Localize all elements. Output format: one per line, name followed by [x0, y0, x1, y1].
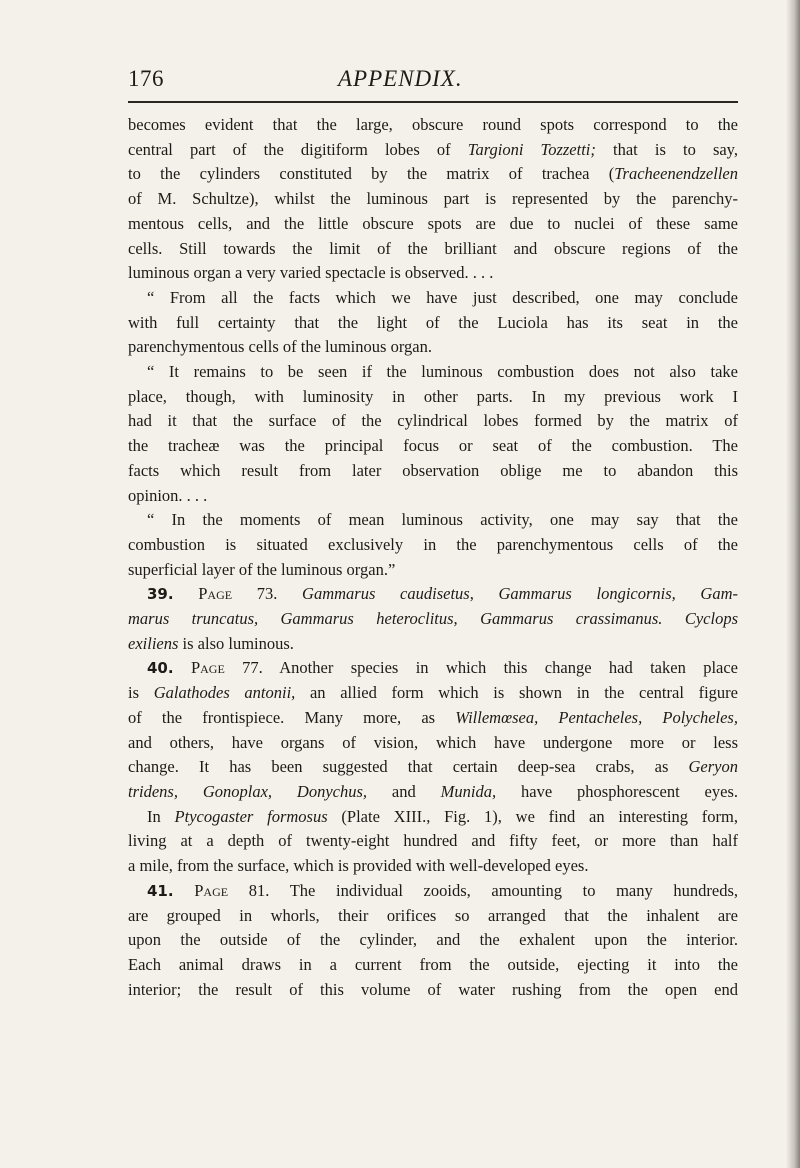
text-line [128, 459, 738, 484]
line-text: that is to say, [595, 139, 738, 159]
text-line [128, 607, 738, 632]
line-text: and [367, 781, 441, 801]
text-line [128, 508, 738, 533]
section-number: 39. [147, 585, 174, 604]
running-head: APPENDIX. [338, 66, 463, 91]
section-number: 41. [147, 881, 174, 900]
text-line [128, 558, 738, 583]
italic-text: Willemœsea, Pentacheles, Polycheles, [455, 707, 738, 727]
text-line [128, 904, 738, 929]
text-line [128, 484, 738, 509]
italic-text: Geryon [688, 757, 738, 777]
line-text: of the frontispiece. Many more, as [128, 707, 456, 727]
line-text: combustion is situated exclusively in the parenchymentous cells of the [128, 534, 738, 554]
line-text: parenchymentous cells of the luminous organ. [128, 337, 432, 357]
line-text: Each animal draws in a current from the outside, ejecting it into the [128, 954, 738, 974]
line-text: place, though, with luminosity in other parts. In my previous work I [128, 386, 738, 406]
text-line [128, 335, 738, 360]
line-text: change. It has been suggested that certain deep-sea crabs, as [128, 757, 689, 777]
line-text: “ It remains to be seen if the luminous combustion does not also take [147, 362, 738, 382]
line-text: is [128, 683, 154, 703]
line-text: superficial layer of the luminous organ.” [128, 559, 396, 579]
line-text: (Plate XIII., Fig. 1), we find an interesting form, [327, 806, 739, 826]
italic-text: Gammarus caudisetus, Gammarus longicornis, Gam- [302, 584, 739, 604]
line-text: had it that the surface of the cylindrical lobes formed by the matrix of [128, 411, 738, 431]
small-caps-text: Page [190, 658, 225, 678]
line-text: with full certainty that the light of the Luciola has its seat in the [128, 312, 738, 332]
line-text: have phosphorescent eyes. [496, 781, 738, 801]
text-line [128, 755, 738, 780]
line-text: 73. [232, 584, 303, 604]
text-line [128, 879, 738, 904]
section-number: 40. [147, 659, 174, 678]
line-text: an allied form which is shown in the central figure [295, 683, 738, 703]
line-text: cells. Still towards the limit of the brilliant and obscure regions of the [128, 238, 738, 258]
line-text: is also luminous. [178, 633, 294, 653]
text-line [128, 681, 738, 706]
italic-text: Targioni Tozzetti; [467, 139, 596, 159]
line-text [174, 584, 199, 603]
text-line [128, 286, 738, 311]
line-text: “ From all the facts which we have just described, one may conclude [147, 287, 738, 307]
page-edge-shadow [786, 0, 800, 1168]
italic-text: Ptycogaster formosus [174, 806, 328, 826]
line-text: interior; the result of this volume of water rushing from the open end [128, 979, 738, 999]
line-text: living at a depth of twenty-eight hundred and fifty feet, or more than half [128, 831, 738, 851]
text-line [128, 113, 738, 138]
line-text: central part of the digitiform lobes of [128, 139, 468, 159]
text-line [128, 434, 738, 459]
text-line [128, 409, 738, 434]
text-line [128, 187, 738, 212]
line-text: 77. Another species in which this change had taken place [224, 658, 738, 678]
page-number: 176 [128, 66, 164, 91]
small-caps-text: Page [194, 880, 229, 900]
text-line [128, 212, 738, 237]
italic-text: marus truncatus, Gammarus heteroclitus, Gammarus crassimanus. Cyclops [128, 609, 738, 629]
text-line [128, 311, 738, 336]
italic-text: Tracheenendzellen [614, 164, 738, 184]
line-text: to the cylinders constituted by the matrix of trachea ( [128, 164, 615, 184]
line-text: a mile, from the surface, which is provided with well-developed eyes. [128, 856, 589, 876]
italic-text: Munida, [440, 781, 497, 801]
text-line [128, 385, 738, 410]
italic-text: tridens, Gonoplax, Donychus, [128, 781, 368, 801]
text-line [128, 138, 738, 163]
text-line [128, 731, 738, 756]
line-text: facts which result from later observation oblige me to abandon this [128, 460, 738, 480]
line-text: opinion. . . . [128, 485, 208, 505]
text-line [128, 632, 738, 657]
text-line [128, 854, 738, 879]
text-line [128, 978, 738, 1003]
line-text: and others, have organs of vision, which have undergone more or less [128, 732, 738, 752]
italic-text: Galathodes antonii, [153, 683, 296, 703]
line-text: are grouped in whorls, their orifices so arranged that the inhalent are [128, 905, 738, 925]
text-line [128, 237, 738, 262]
line-text: the tracheæ was the principal focus or seat of the combustion. The [128, 436, 738, 456]
text-line [128, 706, 738, 731]
line-text: In [147, 806, 175, 826]
text-line [128, 780, 738, 805]
header-rule [128, 101, 738, 103]
line-text: “ In the moments of mean luminous activity, one may say that the [147, 510, 738, 530]
line-text [174, 881, 195, 900]
line-text: mentous cells, and the little obscure spots are due to nuclei of these same [128, 213, 738, 233]
text-line [128, 656, 738, 681]
line-text: of M. Schultze), whilst the luminous part is represented by the parenchy- [128, 189, 738, 209]
text-line [128, 533, 738, 558]
text-line [128, 162, 738, 187]
text-line [128, 261, 738, 286]
text-line [128, 953, 738, 978]
text-line [128, 360, 738, 385]
line-text: upon the outside of the cylinder, and the exhalent upon the interior. [128, 930, 738, 950]
page-header [128, 64, 738, 100]
text-line [128, 805, 738, 830]
italic-text: exiliens [128, 633, 179, 653]
line-text: becomes evident that the large, obscure round spots correspond to the [128, 115, 738, 134]
text-line [128, 829, 738, 854]
text-line [128, 582, 738, 607]
body-text [128, 113, 738, 1002]
line-text: 81. The individual zooids, amounting to many hundreds, [228, 880, 739, 900]
line-text: luminous organ a very varied spectacle is observed. . . . [128, 263, 494, 283]
line-text [174, 658, 191, 677]
text-line [128, 928, 738, 953]
small-caps-text: Page [198, 584, 233, 604]
